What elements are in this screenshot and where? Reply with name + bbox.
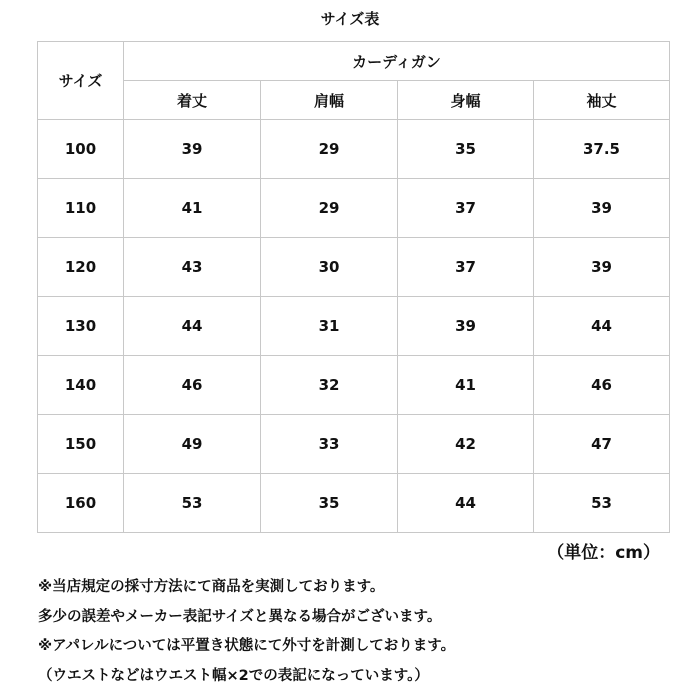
table-row [38,179,670,238]
column-header-chest: 身幅 [398,81,534,120]
value-cell: 39 [124,120,261,179]
value-cell: 37.5 [534,120,670,179]
value-cell: 41 [398,356,534,415]
size-cell: 140 [38,356,124,415]
table-row [38,238,670,297]
note-line: （ウエストなどはウエスト幅×2での表記になっています。） [38,667,429,684]
unit-label: （単位：cm） [547,543,660,563]
value-cell: 44 [534,297,670,356]
table-row [38,415,670,474]
value-cell: 32 [261,356,398,415]
table-row [38,474,670,533]
value-cell: 29 [261,120,398,179]
size-cell: 100 [38,120,124,179]
value-cell: 37 [398,238,534,297]
size-cell: 130 [38,297,124,356]
value-cell: 37 [398,179,534,238]
size-cell: 120 [38,238,124,297]
value-cell: 44 [124,297,261,356]
value-cell: 39 [534,179,670,238]
value-cell: 42 [398,415,534,474]
table-row [38,297,670,356]
column-header-shoulder: 肩幅 [261,81,398,120]
value-cell: 43 [124,238,261,297]
table-row [38,356,670,415]
value-cell: 53 [124,474,261,533]
note-line: ※アパレルについては平置き状態にて外寸を計測しております。 [38,638,456,654]
size-column-header: サイズ [38,42,124,120]
value-cell: 46 [534,356,670,415]
size-cell: 110 [38,179,124,238]
notes-block [38,573,678,691]
note-line: ※当店規定の採寸方法にて商品を実測しております。 [38,579,385,595]
value-cell: 31 [261,297,398,356]
value-cell: 46 [124,356,261,415]
value-cell: 47 [534,415,670,474]
value-cell: 53 [534,474,670,533]
value-cell: 33 [261,415,398,474]
column-header-length: 着丈 [124,81,261,120]
value-cell: 29 [261,179,398,238]
size-cell: 150 [38,415,124,474]
value-cell: 35 [398,120,534,179]
value-cell: 49 [124,415,261,474]
value-cell: 39 [398,297,534,356]
value-cell: 44 [398,474,534,533]
column-header-sleeve: 袖丈 [534,81,670,120]
cardigan-group-header: カーディガン [124,42,670,81]
value-cell: 35 [261,474,398,533]
value-cell: 41 [124,179,261,238]
page-title: サイズ表 [320,10,380,28]
size-cell: 160 [38,474,124,533]
value-cell: 39 [534,238,670,297]
note-line: 多少の誤差やメーカー表記サイズと異なる場合がございます。 [38,608,442,625]
value-cell: 30 [261,238,398,297]
table-row [38,120,670,179]
size-table [37,41,670,533]
